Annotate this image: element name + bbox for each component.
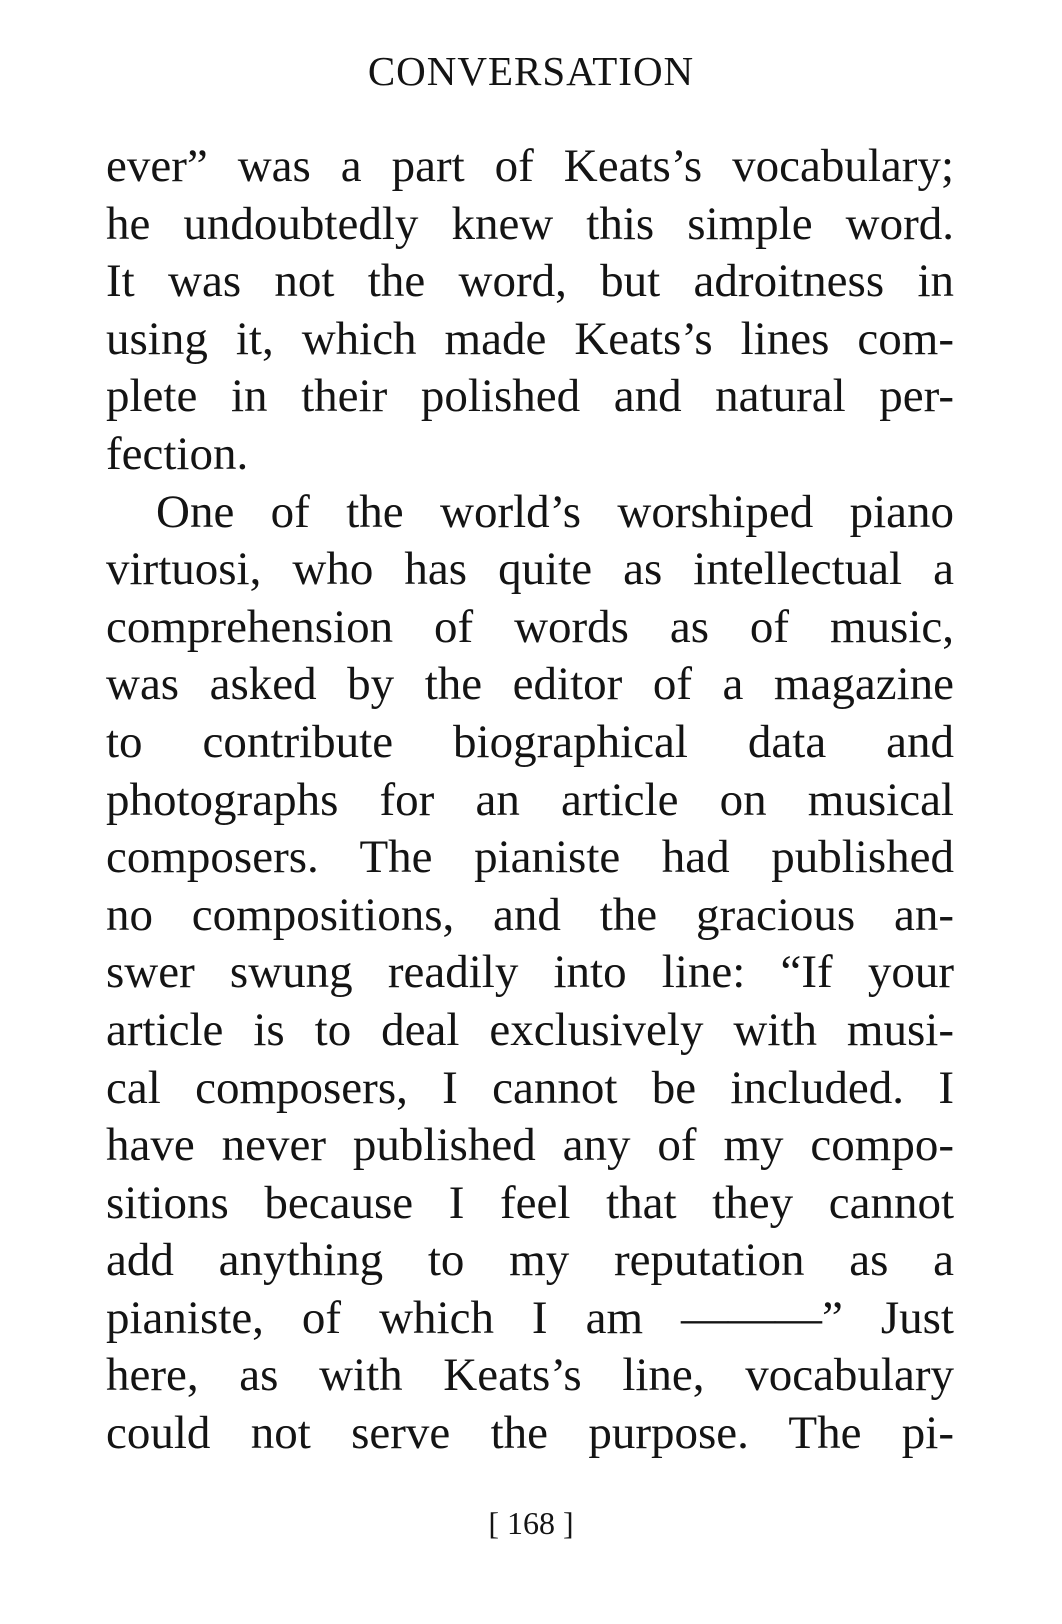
text-line: pianiste, of which I am ———” Just [106, 1291, 954, 1344]
text-line: virtuosi, who has quite as intellectual a [106, 543, 954, 596]
text-line: he undoubtedly knew this simple word. [106, 197, 954, 250]
text-line: have never published any of my compo- [106, 1119, 954, 1172]
text-line: sitions because I feel that they cannot [106, 1176, 954, 1229]
text-line: swer swung readily into line: “If your [106, 946, 954, 999]
text-line: comprehension of words as of music, [106, 600, 954, 653]
running-head: CONVERSATION [367, 48, 695, 94]
text-line: One of the world’s worshiped piano [156, 485, 954, 538]
text-line: could not serve the purpose. The pi- [106, 1407, 954, 1460]
text-line: to contribute biographical data and [106, 715, 954, 768]
text-line: It was not the word, but adroitness in [106, 255, 954, 308]
text-line: composers. The pianiste had published [106, 831, 954, 884]
text-line: ever” was a part of Keats’s vocabulary; [106, 140, 954, 192]
text-line: article is to deal exclusively with musi- [106, 1003, 954, 1056]
text-line: was asked by the editor of a magazine [106, 658, 954, 711]
text-line: fection. [106, 427, 249, 480]
text-line: here, as with Keats’s line, vocabulary [106, 1349, 954, 1402]
body-text [106, 138, 954, 1463]
text-line: using it, which made Keats’s lines com- [106, 312, 954, 365]
text-line: photographs for an article on musical [106, 773, 954, 826]
text-line: no compositions, and the gracious an- [106, 888, 954, 941]
page-number: [ 168 ] [488, 1505, 574, 1541]
text-line: cal composers, I cannot be included. I [106, 1061, 954, 1114]
text-line: plete in their polished and natural per- [106, 370, 954, 423]
text-line: add anything to my reputation as a [106, 1234, 954, 1287]
